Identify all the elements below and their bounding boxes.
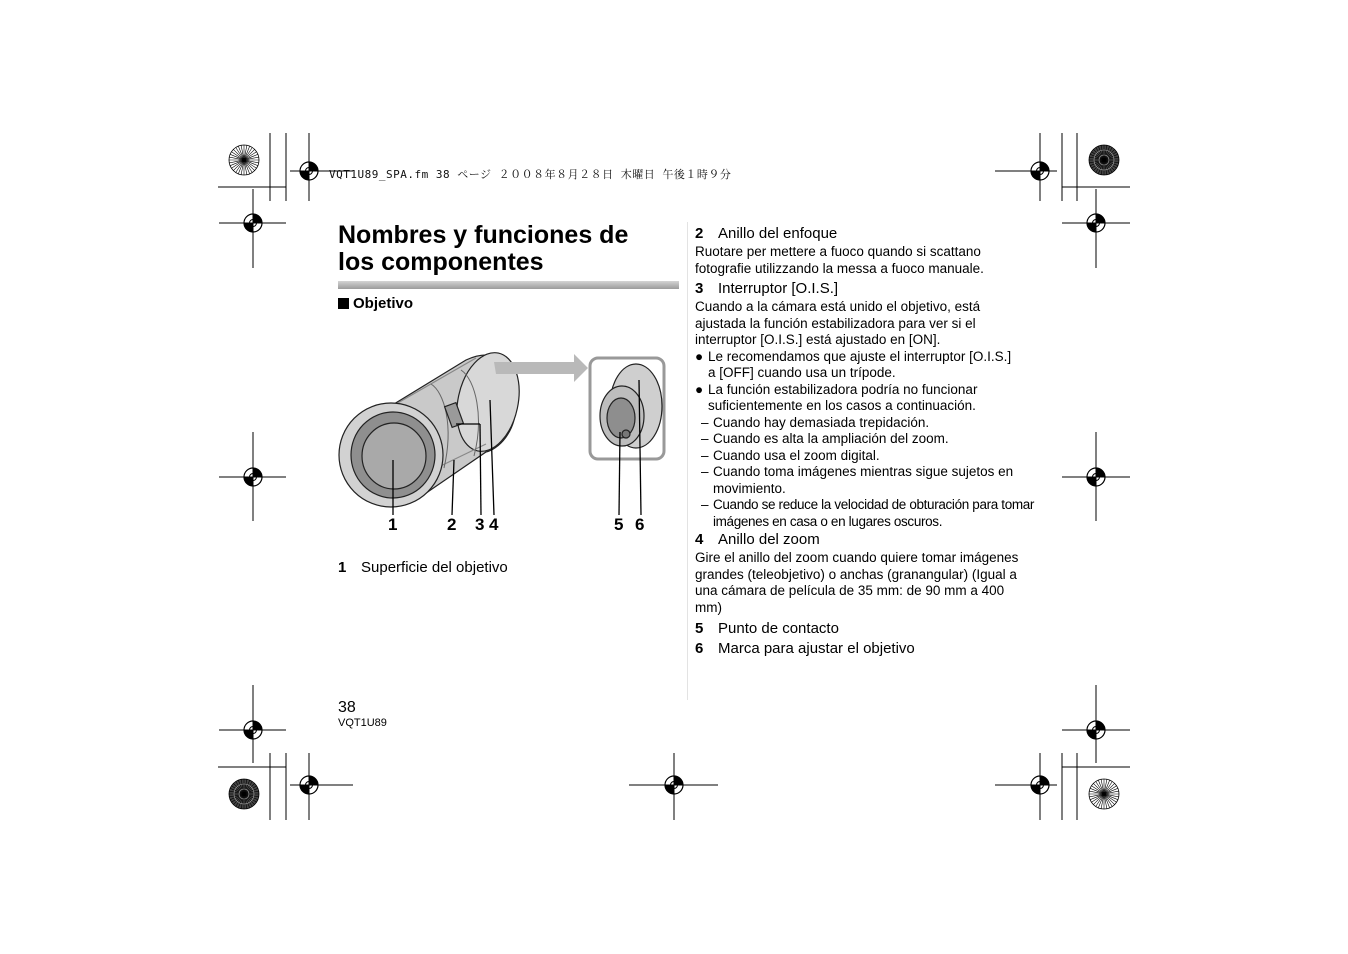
item-3-case-2: – Cuando es alta la ampliación del zoom. (701, 431, 949, 446)
figure-label-2: 2 (447, 515, 457, 534)
file-header-line: VQT1U89_SPA.fm 38 ページ ２００８年８月２８日 木曜日 午後１時９分 (329, 168, 732, 181)
square-bullet-icon (338, 298, 349, 309)
item-6-heading: 6 Marca para ajustar el objetivo (695, 640, 915, 657)
item-3-bullet-2: ● La función estabilizadora podría no funcionar suficientemente en los casos a continuación. (695, 381, 978, 413)
figure-label-6: 6 (635, 515, 645, 534)
item-1-superficie: 1 Superficie del objetivo (338, 559, 508, 576)
bullet-dot-icon: ● (695, 348, 704, 364)
item-4-heading: 4 Anillo del zoom (695, 531, 820, 548)
figure-label-4: 4 (489, 515, 499, 534)
item-3-case-3: – Cuando usa el zoom digital. (701, 447, 880, 463)
page-title: Nombres y funciones de los componentes (338, 221, 629, 276)
item-3-bullet-1: ● Le recomendamos que ajuste el interruptor [O.I.S.] a [OFF] cuando usa un trípode. (695, 348, 1012, 380)
item-5-heading: 5 Punto de contacto (695, 620, 839, 637)
column-divider (687, 222, 688, 700)
item-3-case-4: – Cuando toma imágenes mientras sigue sujetos en movimiento. (701, 464, 1014, 496)
model-code: VQT1U89 (338, 717, 387, 729)
item-3-heading: 3 Interruptor [O.I.S.] (695, 280, 839, 297)
lens-illustration (336, 340, 676, 520)
title-underline-bar (338, 281, 679, 289)
item-3-case-1: – Cuando hay demasiada trepidación. (701, 414, 930, 430)
right-column (695, 224, 1040, 659)
figure-label-5: 5 (614, 515, 624, 534)
item-2-heading: 2 Anillo del enfoque (695, 225, 838, 242)
page-number: 38 (338, 699, 356, 716)
figure-label-1: 1 (388, 515, 398, 534)
item-2-description: Ruotare per mettere a fuoco quando si scattano fotografie utilizzando la messa a fuoco manuale. (695, 244, 984, 276)
section-heading: Objetivo (338, 295, 413, 312)
item-3-description: Cuando a la cámara está unido el objetivo, está ajustada la función estabilizadora para ver si el interruptor [O.I.S.] está ajustado en [ON]. (695, 299, 981, 347)
figure-label-3: 3 (475, 515, 485, 534)
bullet-dot-icon: ● (695, 381, 704, 397)
item-4-description: Gire el anillo del zoom cuando quiere tomar imágenes grandes (teleobjetivo) o anchas (granangular) (Igual a una cámara de película de 35 mm: de 90 mm a 400 mm) (695, 550, 1019, 615)
item-3-case-5: – Cuando se reduce la velocidad de obturación para tomar imágenes en casa o en lugares oscuros. (701, 497, 1035, 529)
